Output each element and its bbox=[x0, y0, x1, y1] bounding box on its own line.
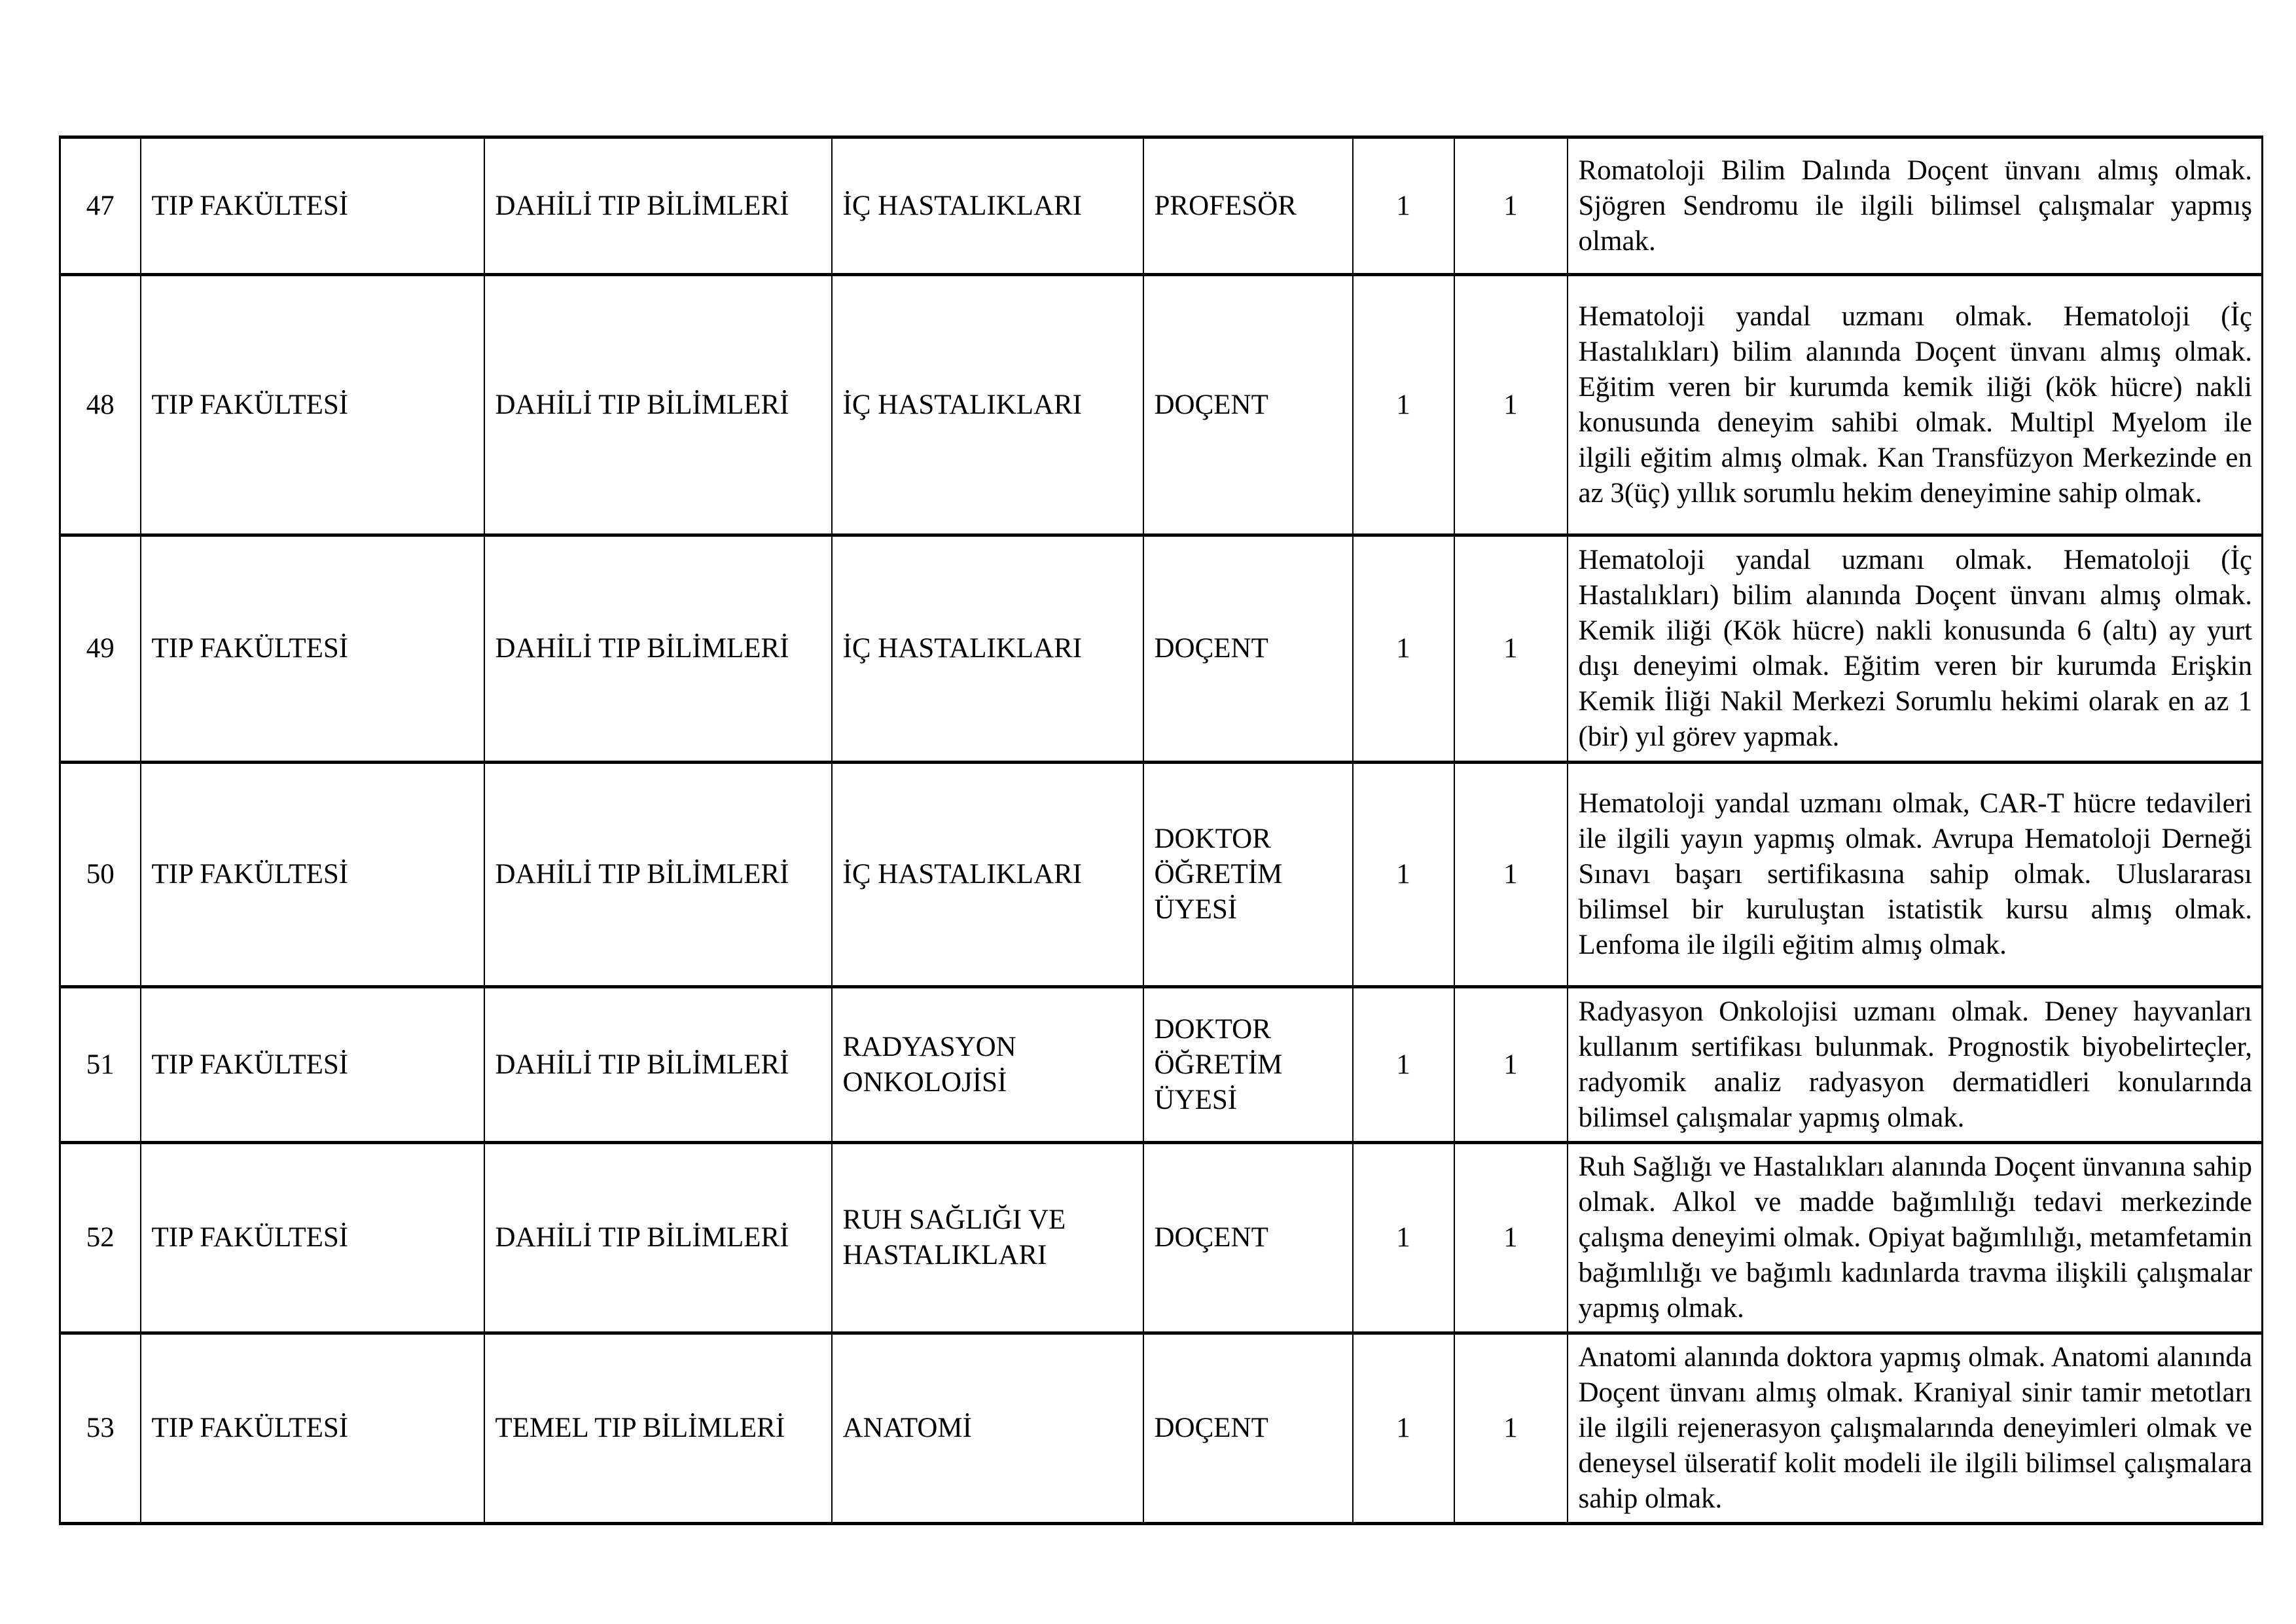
faculty-cell: TIP FAKÜLTESİ bbox=[141, 1333, 484, 1524]
department-cell: DAHİLİ TIP BİLİMLERİ bbox=[484, 275, 832, 535]
title-cell: DOÇENT bbox=[1143, 1143, 1353, 1333]
table-row bbox=[60, 1333, 2263, 1524]
requirements-cell: Radyasyon Onkolojisi uzmanı olmak. Deney hayvanları kullanım sertifikası bulunmak. Prognostik biyobelirteçler, radyomik analiz radyasyon dermatidleri konularında bilimsel çalışmalar yapmış olmak. bbox=[1568, 987, 2263, 1143]
department-cell: TEMEL TIP BİLİMLERİ bbox=[484, 1333, 832, 1524]
requirements-cell: Hematoloji yandal uzmanı olmak. Hematoloji (İç Hastalıkları) bilim alanında Doçent ünvanı almış olmak. Eğitim veren bir kurumda kemik iliği (kök hücre) nakli konusunda deneyim sahibi olmak. Multipl Myelom ile ilgili eğitim almış olmak. Kan Transfüzyon Merkezinde en az 3(üç) yıllık sorumlu hekim deneyimine sahip olmak. bbox=[1568, 275, 2263, 535]
division-cell: RUH SAĞLIĞI VE HASTALIKLARI bbox=[832, 1143, 1143, 1333]
row-number: 53 bbox=[60, 1333, 141, 1524]
quota-cell-2: 1 bbox=[1454, 1333, 1568, 1524]
row-number: 49 bbox=[60, 535, 141, 763]
faculty-cell: TIP FAKÜLTESİ bbox=[141, 763, 484, 987]
title-cell: PROFESÖR bbox=[1143, 137, 1353, 275]
division-cell: ANATOMİ bbox=[832, 1333, 1143, 1524]
title-cell: DOKTOR ÖĞRETİM ÜYESİ bbox=[1143, 763, 1353, 987]
quota-cell: 1 bbox=[1353, 1143, 1454, 1333]
faculty-cell: TIP FAKÜLTESİ bbox=[141, 987, 484, 1143]
department-cell: DAHİLİ TIP BİLİMLERİ bbox=[484, 1143, 832, 1333]
quota-cell: 1 bbox=[1353, 763, 1454, 987]
division-cell: RADYASYON ONKOLOJİSİ bbox=[832, 987, 1143, 1143]
requirements-cell: Hematoloji yandal uzmanı olmak. Hematoloji (İç Hastalıkları) bilim alanında Doçent ünvanı almış olmak. Kemik iliği (Kök hücre) nakli konusunda 6 (altı) ay yurt dışı deneyimi olmak. Eğitim veren bir kurumda Erişkin Kemik İliği Nakil Merkezi Sorumlu hekimi olarak en az 1 (bir) yıl görev yapmak. bbox=[1568, 535, 2263, 763]
quota-cell: 1 bbox=[1353, 137, 1454, 275]
department-cell: DAHİLİ TIP BİLİMLERİ bbox=[484, 987, 832, 1143]
requirements-cell: Ruh Sağlığı ve Hastalıkları alanında Doçent ünvanına sahip olmak. Alkol ve madde bağımlılığı tedavi merkezinde çalışma deneyimi olmak. Opiyat bağımlılığı, metamfetamin bağımlılığı ve bağımlı kadınlarda travma ilişkili çalışmalar yapmış olmak. bbox=[1568, 1143, 2263, 1333]
table-row bbox=[60, 1143, 2263, 1333]
row-number: 50 bbox=[60, 763, 141, 987]
quota-cell: 1 bbox=[1353, 535, 1454, 763]
faculty-cell: TIP FAKÜLTESİ bbox=[141, 275, 484, 535]
quota-cell-2: 1 bbox=[1454, 763, 1568, 987]
requirements-cell: Romatoloji Bilim Dalında Doçent ünvanı almış olmak. Sjögren Sendromu ile ilgili bilimsel çalışmalar yapmış olmak. bbox=[1568, 137, 2263, 275]
quota-cell: 1 bbox=[1353, 987, 1454, 1143]
quota-cell-2: 1 bbox=[1454, 987, 1568, 1143]
requirements-cell: Anatomi alanında doktora yapmış olmak. Anatomi alanında Doçent ünvanı almış olmak. Kraniyal sinir tamir metotları ile ilgili rejenerasyon çalışmalarında deneyimleri olmak ve deneysel ülseratif kolit modeli ile ilgili bilimsel çalışmalara sahip olmak. bbox=[1568, 1333, 2263, 1524]
division-cell: İÇ HASTALIKLARI bbox=[832, 535, 1143, 763]
title-cell: DOKTOR ÖĞRETİM ÜYESİ bbox=[1143, 987, 1353, 1143]
quota-cell-2: 1 bbox=[1454, 535, 1568, 763]
quota-cell-2: 1 bbox=[1454, 1143, 1568, 1333]
quota-cell-2: 1 bbox=[1454, 275, 1568, 535]
quota-cell: 1 bbox=[1353, 1333, 1454, 1524]
title-cell: DOÇENT bbox=[1143, 1333, 1353, 1524]
requirements-cell: Hematoloji yandal uzmanı olmak, CAR-T hücre tedavileri ile ilgili yayın yapmış olmak. Avrupa Hematoloji Derneği Sınavı başarı sertifikasına sahip olmak. Uluslararası bilimsel bir kuruluştan istatistik kursu almış olmak. Lenfoma ile ilgili eğitim almış olmak. bbox=[1568, 763, 2263, 987]
department-cell: DAHİLİ TIP BİLİMLERİ bbox=[484, 763, 832, 987]
table-body bbox=[60, 137, 2263, 1524]
row-number: 52 bbox=[60, 1143, 141, 1333]
row-number: 48 bbox=[60, 275, 141, 535]
row-number: 51 bbox=[60, 987, 141, 1143]
division-cell: İÇ HASTALIKLARI bbox=[832, 137, 1143, 275]
table-row bbox=[60, 275, 2263, 535]
title-cell: DOÇENT bbox=[1143, 275, 1353, 535]
department-cell: DAHİLİ TIP BİLİMLERİ bbox=[484, 535, 832, 763]
faculty-cell: TIP FAKÜLTESİ bbox=[141, 535, 484, 763]
table-row bbox=[60, 987, 2263, 1143]
department-cell: DAHİLİ TIP BİLİMLERİ bbox=[484, 137, 832, 275]
table-row bbox=[60, 137, 2263, 275]
quota-cell-2: 1 bbox=[1454, 137, 1568, 275]
academic-positions-table bbox=[59, 135, 2263, 1525]
table-row bbox=[60, 535, 2263, 763]
title-cell: DOÇENT bbox=[1143, 535, 1353, 763]
division-cell: İÇ HASTALIKLARI bbox=[832, 763, 1143, 987]
quota-cell: 1 bbox=[1353, 275, 1454, 535]
row-number: 47 bbox=[60, 137, 141, 275]
division-cell: İÇ HASTALIKLARI bbox=[832, 275, 1143, 535]
faculty-cell: TIP FAKÜLTESİ bbox=[141, 137, 484, 275]
faculty-cell: TIP FAKÜLTESİ bbox=[141, 1143, 484, 1333]
table-row bbox=[60, 763, 2263, 987]
